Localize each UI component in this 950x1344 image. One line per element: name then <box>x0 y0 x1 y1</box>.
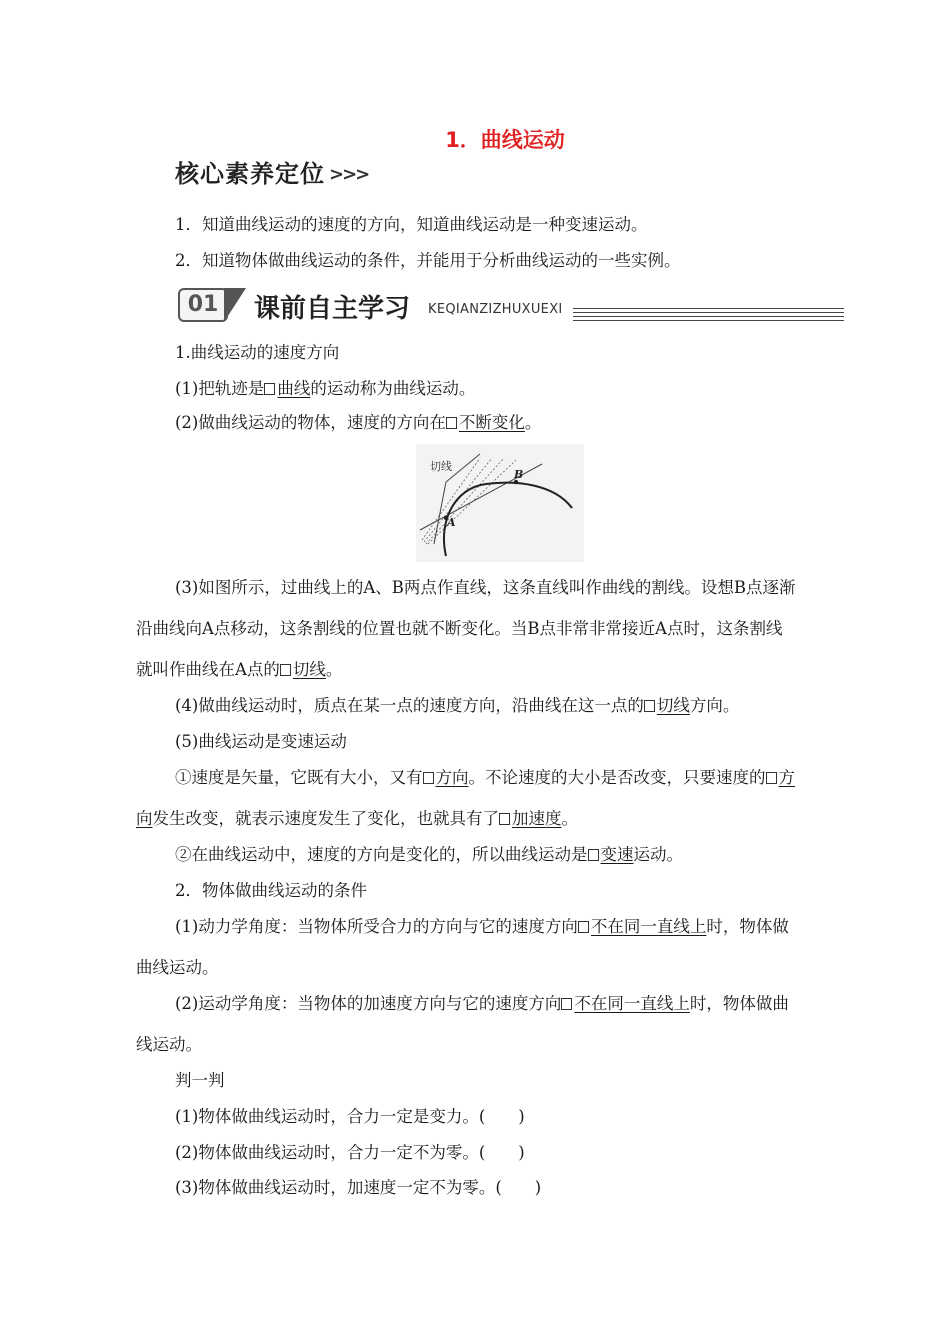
answer-box-icon <box>561 998 572 1010</box>
answer-box-icon <box>766 772 777 784</box>
p1-item-5-1-line-1: ①速度是矢量，它既有大小，又有 方向。不论速度的大小是否改变，只要速度的 方 <box>175 768 795 787</box>
p2-item-2-line-1: (2)运动学角度：当物体的加速度方向与它的速度方向 不在同一直线上时，物体做曲 <box>175 994 789 1013</box>
section-number: 01 <box>178 288 228 322</box>
answer-box-icon <box>280 664 291 676</box>
p1-item-3-line-2: 沿曲线向A点移动，这条割线的位置也就不断变化。当B点非常非常接近A点时，这条割线 <box>136 619 783 638</box>
p1-item-2: (2)做曲线运动的物体，速度的方向在 不断变化。 <box>175 413 542 432</box>
answer-blank: 加速度 <box>499 809 562 828</box>
answer-blank: 切线 <box>280 660 326 679</box>
answer-box-icon <box>644 700 655 712</box>
triple-chevron-icon: >>> <box>329 164 369 185</box>
answer-box-icon <box>499 813 510 825</box>
banner-triangle-icon <box>224 288 246 322</box>
answer-blank: 变速 <box>588 845 634 864</box>
banner-rule <box>573 312 844 313</box>
p1-item-3-line-1: (3)如图所示，过曲线上的A、B两点作直线，这条直线叫作曲线的割线。设想B点逐渐 <box>175 578 796 597</box>
section-banner <box>178 286 844 326</box>
p1-item-4: (4)做曲线运动时，质点在某一点的速度方向，沿曲线在这一点的 切线方向。 <box>175 696 740 715</box>
judge-item-1: (1)物体做曲线运动时，合力一定是变力。( ) <box>175 1107 525 1126</box>
judge-item-2: (2)物体做曲线运动时，合力一定不为零。( ) <box>175 1143 525 1162</box>
answer-box-icon <box>423 772 434 784</box>
answer-blank: 不断变化 <box>446 413 525 432</box>
answer-blank: 不在同一直线上 <box>578 917 707 936</box>
p2-heading: 2．物体做曲线运动的条件 <box>175 881 367 900</box>
section-subtitle: KEQIANZIZHUXUEXI <box>428 302 563 317</box>
answer-box-icon <box>578 921 589 933</box>
answer-box-icon <box>446 417 457 429</box>
answer-blank: 不在同一直线上 <box>561 994 690 1013</box>
judge-item-3: (3)物体做曲线运动时，加速度一定不为零。( ) <box>175 1178 542 1197</box>
judge-heading: 判一判 <box>175 1071 225 1090</box>
p2-item-1-line-1: (1)动力学角度：当物体所受合力的方向与它的速度方向 不在同一直线上时，物体做 <box>175 917 789 936</box>
banner-rule <box>573 316 844 317</box>
p1-item-3-line-3: 就叫作曲线在A点的 切线。 <box>136 660 343 679</box>
answer-box-icon <box>264 383 275 395</box>
p1-item-1: (1)把轨迹是 曲线的运动称为曲线运动。 <box>175 379 476 398</box>
answer-blank: 切线 <box>644 696 690 715</box>
p1-item-5: (5)曲线运动是变速运动 <box>175 732 347 751</box>
answer-blank: 方 <box>766 768 796 787</box>
p1-item-5-2: ②在曲线运动中，速度的方向是变化的，所以曲线运动是 变速运动。 <box>175 845 683 864</box>
section-title: 课前自主学习 <box>254 294 411 324</box>
core-literacy-heading <box>175 154 368 189</box>
point-b-label: B <box>514 468 524 481</box>
point-a-label: A <box>447 516 456 529</box>
p2-item-2-line-2: 线运动。 <box>136 1035 202 1054</box>
answer-blank: 曲线 <box>264 379 310 398</box>
p1-heading: 1.曲线运动的速度方向 <box>175 343 340 362</box>
page-title: 1．曲线运动 <box>445 128 565 152</box>
core-heading-text: 核心素养定位 <box>175 160 325 188</box>
banner-rule <box>573 308 844 309</box>
tangent-label: 切线 <box>430 460 452 473</box>
objective-2: 2．知道物体做曲线运动的条件，并能用于分析曲线运动的一些实例。 <box>175 251 681 270</box>
answer-blank: 方向 <box>423 768 469 787</box>
banner-rule <box>573 320 844 321</box>
tangent-secant-figure <box>416 444 584 562</box>
objective-1: 1．知道曲线运动的速度的方向，知道曲线运动是一种变速运动。 <box>175 215 648 234</box>
p2-item-1-line-2: 曲线运动。 <box>136 958 219 977</box>
p1-item-5-1-line-2: 向发生改变，就表示速度发生了变化，也就具有了 加速度。 <box>136 809 578 828</box>
answer-box-icon <box>588 849 599 861</box>
